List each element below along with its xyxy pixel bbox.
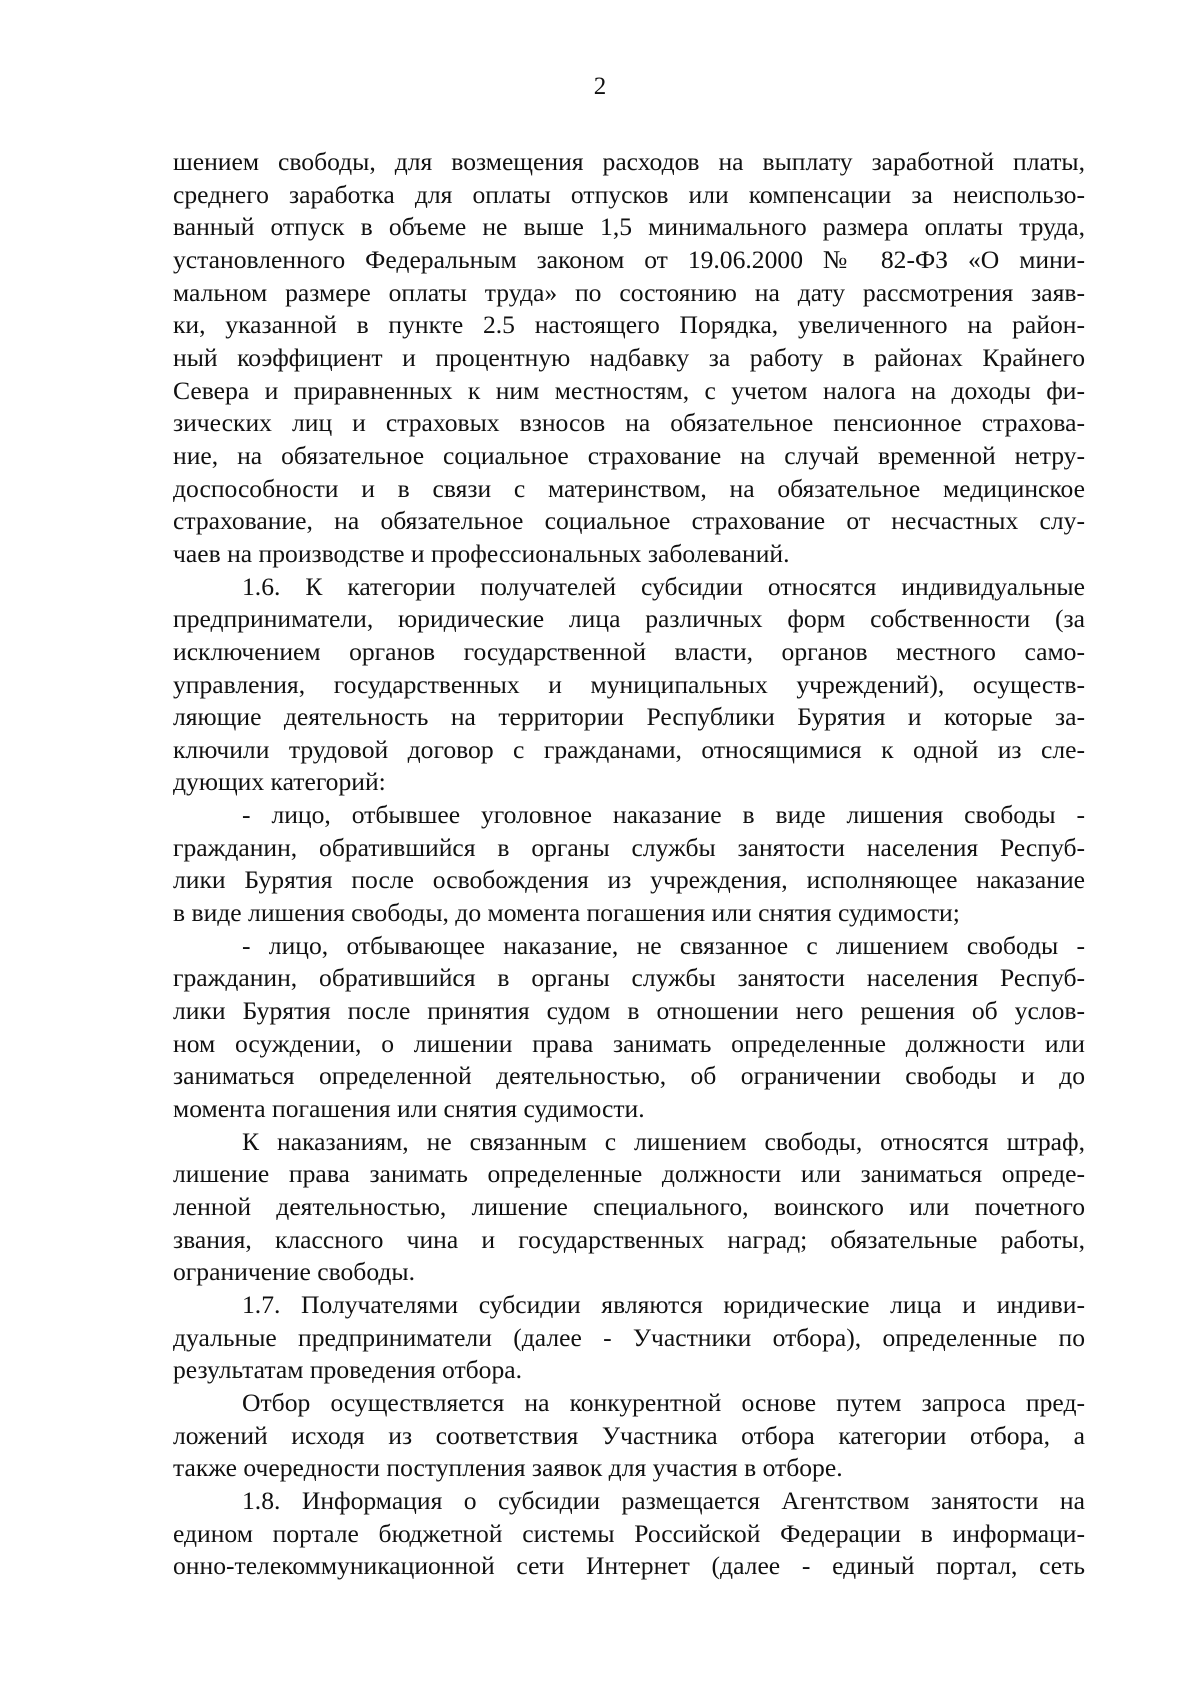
- text-line: установленного Федеральным законом от 19.06.2000 № 82-ФЗ «О мини-: [173, 244, 1085, 274]
- text-line: ванный отпуск в объеме не выше 1,5 минимального размера оплаты труда,: [173, 212, 1085, 242]
- text-line: исключением органов государственной власти, органов местного само-: [173, 636, 1085, 666]
- text-line: в виде лишения свободы, до момента погашения или снятия судимости;: [173, 898, 960, 928]
- text-line: ки, указанной в пункте 2.5 настоящего Порядка, увеличенного на район-: [173, 310, 1085, 340]
- text-line: ляющие деятельность на территории Республики Бурятия и которые за-: [173, 702, 1085, 732]
- text-line: ние, на обязательное социальное страхование на случай временной нетру-: [173, 440, 1085, 470]
- text-line: доспособности и в связи с материнством, на обязательное медицинское: [173, 473, 1085, 503]
- text-line: лишение права занимать определенные должности или заниматься опреде-: [173, 1159, 1085, 1189]
- body-text: [173, 146, 1085, 1583]
- text-line: результатам проведения отбора.: [173, 1355, 523, 1385]
- text-line: управления, государственных и муниципальных учреждений), осуществ-: [173, 669, 1085, 699]
- text-line: онно-телекоммуникационной сети Интернет (далее - единый портал, сеть: [173, 1551, 1085, 1581]
- text-line: дующих категорий:: [173, 767, 386, 797]
- text-line: Отбор осуществляется на конкурентной основе путем запроса пред-: [242, 1387, 1085, 1417]
- text-line: К наказаниям, не связанным с лишением свободы, относятся штраф,: [242, 1126, 1085, 1156]
- text-line: ключили трудовой договор с гражданами, относящимися к одной из сле-: [173, 734, 1085, 764]
- text-line: лики Бурятия после принятия судом в отношении него решения об услов-: [173, 996, 1085, 1026]
- text-line: лики Бурятия после освобождения из учреждения, исполняющее наказание: [173, 865, 1085, 895]
- text-line: дуальные предприниматели (далее - Участники отбора), определенные по: [173, 1322, 1085, 1352]
- text-line: зических лиц и страховых взносов на обязательное пенсионное страхова-: [173, 408, 1085, 438]
- text-line: 1.8. Информация о субсидии размещается Агентством занятости на: [242, 1485, 1085, 1515]
- text-line: ограничение свободы.: [173, 1257, 415, 1287]
- text-line: момента погашения или снятия судимости.: [173, 1094, 645, 1124]
- text-line: ленной деятельностью, лишение специального, воинского или почетного: [173, 1192, 1085, 1221]
- text-line: Севера и приравненных к ним местностям, с учетом налога на доходы фи-: [173, 375, 1085, 405]
- text-line: страхование, на обязательное социальное страхование от несчастных слу-: [173, 506, 1085, 536]
- text-line: гражданин, обратившийся в органы службы занятости населения Респуб-: [173, 963, 1085, 993]
- text-line: едином портале бюджетной системы Российской Федерации в информаци-: [173, 1518, 1085, 1548]
- text-line: чаев на производстве и профессиональных заболеваний.: [173, 538, 790, 568]
- text-line: заниматься определенной деятельностью, об ограничении свободы и до: [173, 1061, 1085, 1091]
- text-line: также очередности поступления заявок для участия в отборе.: [173, 1453, 843, 1483]
- text-line: гражданин, обратившийся в органы службы занятости населения Респуб-: [173, 832, 1085, 862]
- text-line: 1.7. Получателями субсидии являются юридические лица и индиви-: [242, 1289, 1085, 1319]
- text-line: звания, классного чина и государственных наград; обязательные работы,: [173, 1224, 1085, 1254]
- text-line: шением свободы, для возмещения расходов на выплату заработной платы,: [173, 147, 1085, 176]
- text-line: предприниматели, юридические лица различных форм собственности (за: [173, 604, 1085, 634]
- text-line: мальном размере оплаты труда» по состоянию на дату рассмотрения заяв-: [173, 277, 1085, 307]
- text-line: ложений исходя из соответствия Участника отбора категории отбора, а: [173, 1420, 1085, 1450]
- text-line: среднего заработка для оплаты отпусков или компенсации за неиспользо-: [173, 179, 1085, 209]
- text-line: - лицо, отбывающее наказание, не связанное с лишением свободы -: [242, 930, 1085, 960]
- text-line: 1.6. К категории получателей субсидии относятся индивидуальные: [242, 571, 1085, 601]
- text-line: ный коэффициент и процентную надбавку за работу в районах Крайнего: [173, 342, 1085, 372]
- text-line: ном осуждении, о лишении права занимать определенные должности или: [173, 1028, 1085, 1058]
- page-number: 2: [593, 73, 607, 100]
- text-line: - лицо, отбывшее уголовное наказание в виде лишения свободы -: [242, 800, 1085, 830]
